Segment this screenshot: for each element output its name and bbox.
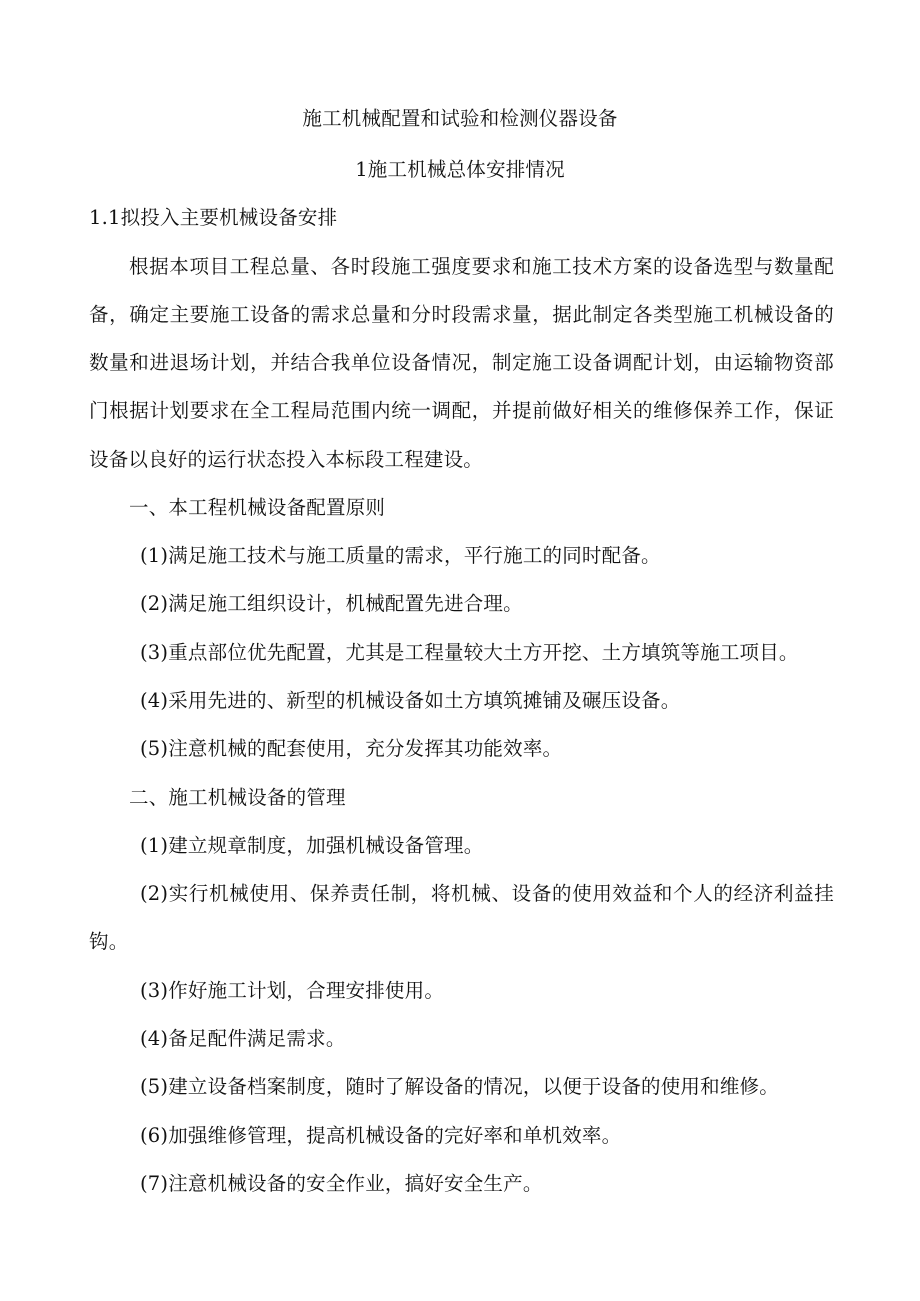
part2-heading: 二、施工机械设备的管理 <box>129 786 346 809</box>
part2-item: (6)加强维修管理，提高机械设备的完好率和单机效率。 <box>140 1124 622 1147</box>
intro-paragraph-line: 门根据计划要求在全工程局范围内统一调配，并提前做好相关的维修保养工作，保证 <box>89 399 834 422</box>
intro-paragraph-line: 设备以良好的运行状态投入本标段工程建设。 <box>89 448 484 471</box>
part2-item: (2)实行机械使用、保养责任制，将机械、设备的使用效益和个人的经济利益挂 <box>140 882 834 905</box>
part2-item-continuation: 钩。 <box>89 930 129 953</box>
document-subtitle: 1施工机械总体安排情况 <box>355 158 565 181</box>
intro-paragraph-line: 数量和进退场计划，并结合我单位设备情况，制定施工设备调配计划，由运输物资部 <box>89 351 834 374</box>
part1-item: (2)满足施工组织设计，机械配置先进合理。 <box>140 592 523 615</box>
part2-item: (3)作好施工计划，合理安排使用。 <box>140 979 445 1002</box>
part2-item: (7)注意机械设备的安全作业，搞好安全生产。 <box>140 1172 543 1195</box>
intro-paragraph-line: 备，确定主要施工设备的需求总量和分时段需求量，据此制定各类型施工机械设备的 <box>89 303 834 326</box>
part1-item: (1)满足施工技术与施工质量的需求，平行施工的同时配备。 <box>140 544 661 567</box>
part1-item: (3)重点部位优先配置，尤其是工程量较大土方开挖、土方填筑等施工项目。 <box>140 641 799 664</box>
document-title: 施工机械配置和试验和检测仪器设备 <box>302 107 618 130</box>
part2-item: (1)建立规章制度，加强机械设备管理。 <box>140 834 484 857</box>
part2-item: (4)备足配件满足需求。 <box>140 1027 346 1050</box>
section-heading: 1.1拟投入主要机械设备安排 <box>89 206 338 229</box>
part1-item: (5)注意机械的配套使用，充分发挥其功能效率。 <box>140 737 563 760</box>
part1-item: (4)采用先进的、新型的机械设备如土方填筑摊铺及碾压设备。 <box>140 689 681 712</box>
part2-item: (5)建立设备档案制度，随时了解设备的情况，以便于设备的使用和维修。 <box>140 1075 779 1098</box>
part1-heading: 一、本工程机械设备配置原则 <box>129 496 386 519</box>
intro-paragraph-line: 根据本项目工程总量、各时段施工强度要求和施工技术方案的设备选型与数量配 <box>129 255 834 278</box>
